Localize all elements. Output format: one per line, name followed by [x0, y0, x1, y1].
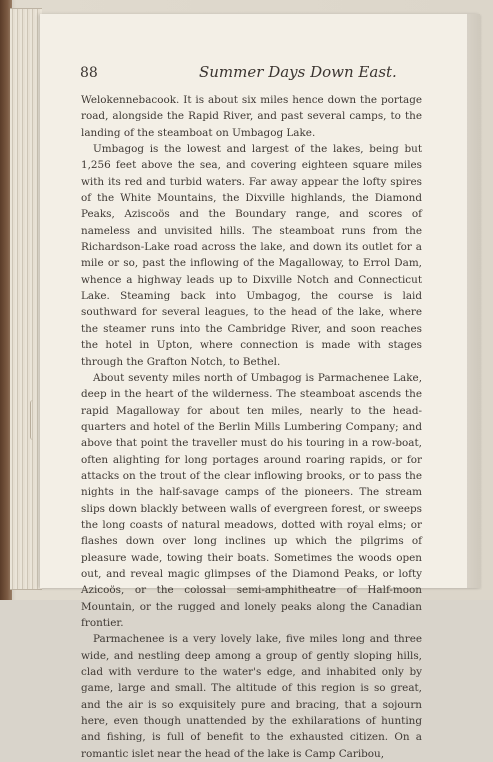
page-edges [10, 8, 42, 590]
body-text [81, 92, 422, 762]
paragraph-4: Parmachenee is a very lovely lake, five miles long and three wide, and nestling deep among a group of gently sloping hills, clad with verdure to the water's edge, and inhabited only by game, large and small. The altitude of this region is so great, and the air is so exquisitely pure and bracing, that a sojourn here, even though unattended by the exhilarations of hunting and fishing, is full of benefit to the exhausted citizen. On a romantic islet near the head of the lake is Camp Caribou, [81, 633, 422, 760]
spine-crease [30, 400, 37, 440]
page-header [80, 60, 397, 86]
paragraph-1: Welokennebacook. It is about six miles hence down the portage road, alongside the Rapid River, and past several camps, to the landing of the steamboat on Umbagog Lake. [81, 94, 422, 139]
page-number: 88 [80, 65, 98, 81]
running-title: Summer Days Down East. [199, 63, 397, 81]
paragraph-2: Umbagog is the lowest and largest of the lakes, being but 1,256 feet above the sea, and covering eighteen square miles with its red and turbid waters. Far away appear the lofty spires of the White Mountains, the Dixville highlands, the Diamond Peaks, Aziscoös and the Boundary range, and scores of nameless and unvisited hills. The steamboat runs from the Richardson-Lake road across the lake, and down its outlet for a mile or so, past the inflowing of the Magalloway, to Errol Dam, whence a highway leads up to Dixville Notch and Connecticut Lake. Steaming back into Umbagog, the course is laid southward for several leagues, to the head of the lake, where the steamer runs into the Cambridge River, and soon reaches the hotel in Upton, where connection is made with stages through the Grafton Notch, to Bethel. [81, 143, 422, 368]
page-right-edge [467, 14, 480, 588]
paragraph-3: About seventy miles north of Umbagog is Parmachenee Lake, deep in the heart of the wilderness. The steamboat ascends the rapid Magalloway for about ten miles, nearly to the head-quarters and hotel of the Berlin Mills Lumbering Company; and above that point the traveller must do his touring in a row-boat, often alighting for long portages around roaring rapids, or for attacks on the trout of the clear inflowing brooks, or to pass the nights in the half-savage camps of the pioneers. The stream slips down blackly between walls of evergreen forest, or sweeps the long coasts of natural meadows, dotted with royal elms; or flashes down over long inclines up which the pilgrims of pleasure wade, towing their boats. Sometimes the woods open out, and reveal magic glimpses of the Diamond Peaks, or lofty Azicoös, or the colossal semi-amphitheatre of Half-moon Mountain, or the rugged and lonely peaks along the Canadian frontier. [81, 371, 422, 629]
